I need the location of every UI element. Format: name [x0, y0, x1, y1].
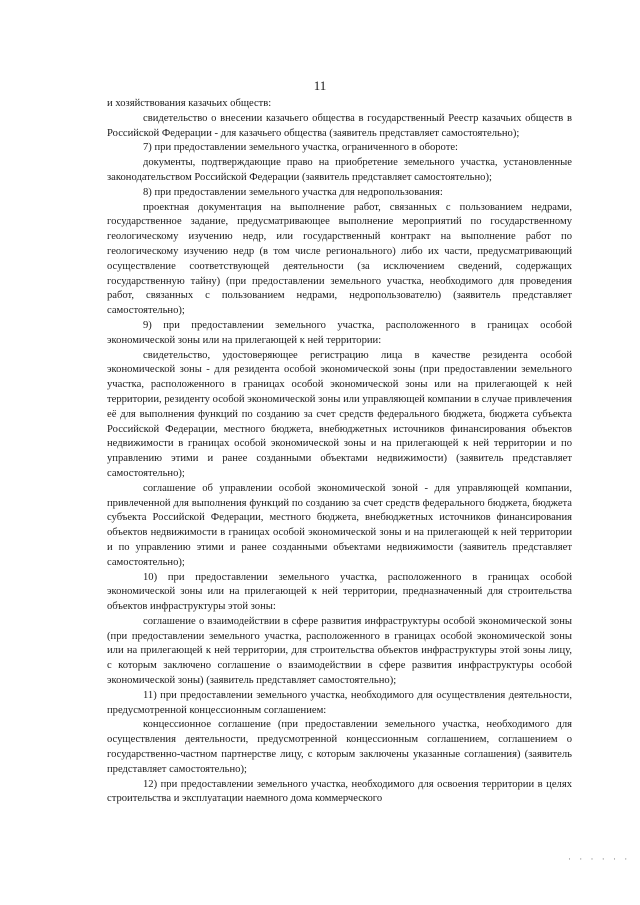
list-item-7: 7) при предоставлении земельного участка, ограниченного в обороте:: [143, 142, 458, 154]
paragraph-4: документы, подтверждающие право на приобретение земельного участка, установленные законодательством Российской Федерации (заявитель представляет самостоятельно);: [107, 157, 572, 183]
page-number: 11: [313, 78, 327, 93]
list-item-9: 9) при предоставлении земельного участка, расположенного в границах особой экономической зоны или на прилегающей к ней территории:: [107, 319, 572, 346]
paragraph-11: соглашение о взаимодействии в сфере развития инфраструктуры особой экономической зоны (при предоставлении земельного участка, расположенного в границах особой экономической зоны или на прилегающей к ней территории, для строительства объектов инфраструктуры этой зоны лицу, с которым заключено соглашение о взаимодействии в сфере развития инфраструктуры особой экономической зоны) (заявитель представляет самостоятельно);: [107, 615, 572, 687]
list-item-8: 8) при предоставлении земельного участка для недропользования:: [143, 186, 443, 198]
paragraph-9: соглашение об управлении особой экономической зоной - для управляющей компании, привлеченной для выполнения функций по созданию за счет средств федерального бюджета, бюджета субъекта Российской Федерации, местного бюджета, внебюджетных источников финансирования объектов недвижимости в границах особой экономической зоны и на прилегающей к ней территории и по управлению этими и ранее созданными объектами недвижимости (заявитель представляет самостоятельно);: [107, 482, 572, 568]
list-item-10: 10) при предоставлении земельного участка, расположенного в границах особой экономической зоны или на прилегающей к ней территории, предназначенный для строительства объектов инфраструктуры этой зоны:: [107, 571, 572, 613]
document-body: [107, 97, 572, 807]
list-item-12: 12) при предоставлении земельного участка, необходимого для освоения территории в целях строительства и эксплуатации наемного дома коммерческого: [107, 778, 572, 805]
paragraph-1: и хозяйствования казачьих обществ:: [107, 98, 272, 109]
scan-artifact-dots: · · · · · ·: [568, 854, 631, 864]
paragraph-13: концессионное соглашение (при предоставлении земельного участка, необходимого для осуществления деятельности, предусмотренной концессионным соглашением, соглашением о государственно-частном партнерстве лицу, с которым заключены указанные соглашения) (заявитель представляет самостоятельно);: [107, 719, 572, 775]
paragraph-8: свидетельство, удостоверяющее регистрацию лица в качестве резидента особой экономической зоны - для резидента особой экономической зоны (при предоставлении земельного участка, расположенного в границах особой экономической зоны или на прилегающей к ней территории, резиденту особой экономической зоны или управляющей компании в случае привлечения её для выполнения функций по созданию за счет средств федерального бюджета, бюджета субъекта Российской Федерации, местного бюджета, внебюджетных источников финансирования объектов недвижимости в границах особой экономической зоны и на прилегающей к ней территории и по управлению этими и ранее созданными объектами недвижимости) (заявитель представляет самостоятельно);: [107, 349, 572, 479]
paragraph-2: свидетельство о внесении казачьего общества в государственный Реестр казачьих обществ в Российской Федерации - для казачьего общества (заявитель представляет самостоятельно);: [107, 112, 572, 139]
paragraph-6: проектная документация на выполнение работ, связанных с пользованием недрами, государственное задание, предусматривающее выполнение мероприятий по государственному геологическому изучению недр, или государственный контракт на выполнение работ по геологическому изучению недр (в том числе регионального) либо их части, предусматривающий осуществление соответствующей деятельности (за исключением сведений, содержащих государственную тайну) (при предоставлении земельного участка, необходимого для проведения работ, связанных с пользованием недрами, недропользователю) (заявитель представляет самостоятельно);: [107, 201, 572, 317]
list-item-11: 11) при предоставлении земельного участка, необходимого для осуществления деятельности, предусмотренной концессионным соглашением:: [107, 689, 572, 716]
